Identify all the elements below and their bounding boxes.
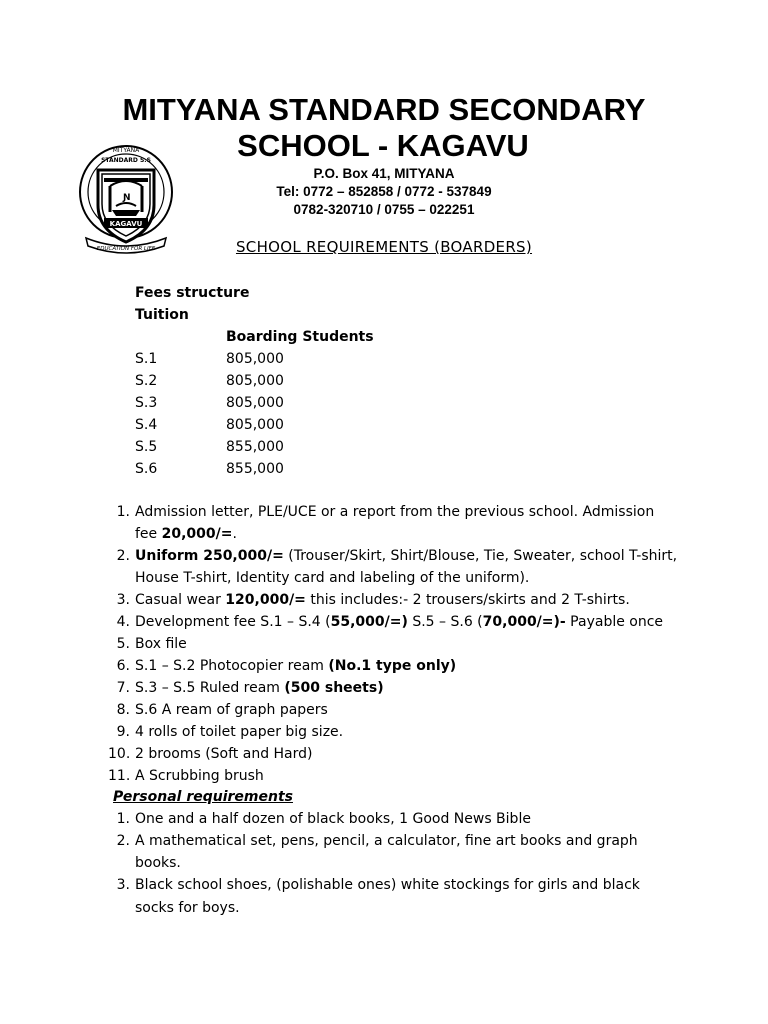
requirement-item-11: A Scrubbing brush [135, 768, 264, 784]
document-subtitle: SCHOOL REQUIREMENTS (BOARDERS) [235, 238, 533, 256]
personal-item-3-cont: socks for boys. [135, 900, 240, 916]
requirement-item-8: S.6 A ream of graph papers [135, 702, 328, 718]
fee-amount: 805,000 [226, 373, 284, 389]
requirement-item-6: S.1 – S.2 Photocopier ream (No.1 type only) [135, 658, 457, 674]
personal-item-1: One and a half dozen of black books, 1 Good News Bible [135, 811, 531, 827]
list-number: 9. [116, 724, 130, 740]
list-number: 3. [116, 592, 130, 608]
requirement-item-7: S.3 – S.5 Ruled ream (500 sheets) [135, 680, 384, 696]
fee-amount: 805,000 [226, 395, 284, 411]
school-phone-line2: 0782-320710 / 0755 – 022251 [293, 202, 475, 217]
list-number: 8. [116, 702, 130, 718]
fee-class: S.6 [135, 461, 158, 477]
requirement-item-1-cont: fee 20,000/=. [135, 526, 237, 542]
personal-item-3: Black school shoes, (polishable ones) white stockings for girls and black [135, 877, 640, 893]
requirement-item-3: Casual wear 120,000/= this includes:- 2 trousers/skirts and 2 T-shirts. [135, 592, 630, 608]
crest-top-text: MITYANA [112, 147, 140, 154]
school-name-line1: MITYANA STANDARD SECONDARY [122, 92, 646, 127]
requirement-item-5: Box file [135, 636, 187, 652]
list-number: 1. [116, 504, 130, 520]
school-address: P.O. Box 41, MITYANA [313, 166, 455, 181]
tuition-label: Tuition [135, 307, 189, 323]
fee-amount: 805,000 [226, 351, 284, 367]
list-number: 11. [108, 768, 131, 784]
fees-column-header: Boarding Students [226, 329, 374, 345]
crest-middle-text: STANDARD S.S [101, 157, 151, 164]
fee-class: S.1 [135, 351, 158, 367]
personal-requirements-heading: Personal requirements [113, 789, 293, 805]
list-number: 5. [116, 636, 130, 652]
school-phone-line1: Tel: 0772 – 852858 / 0772 - 537849 [276, 184, 492, 199]
requirement-item-10: 2 brooms (Soft and Hard) [135, 746, 313, 762]
fees-heading: Fees structure [135, 285, 250, 301]
list-number: 1. [116, 811, 130, 827]
list-number: 2. [116, 548, 130, 564]
requirement-item-9: 4 rolls of toilet paper big size. [135, 724, 344, 740]
svg-text:Ɲ: Ɲ [123, 193, 131, 203]
requirement-item-2-cont: House T-shirt, Identity card and labeling of the uniform). [135, 570, 530, 586]
list-number: 3. [116, 877, 130, 893]
list-number: 7. [116, 680, 130, 696]
fee-class: S.5 [135, 439, 158, 455]
crest-name-text: KAGAVU [109, 220, 143, 228]
personal-item-2-cont: books. [135, 855, 181, 871]
fee-amount: 855,000 [226, 461, 284, 477]
school-name-line2: SCHOOL - KAGAVU [237, 128, 529, 163]
list-number: 4. [116, 614, 130, 630]
fee-class: S.3 [135, 395, 158, 411]
fee-class: S.2 [135, 373, 158, 389]
fee-class: S.4 [135, 417, 158, 433]
fee-amount: 805,000 [226, 417, 284, 433]
requirement-item-2: Uniform 250,000/= (Trouser/Skirt, Shirt/Blouse, Tie, Sweater, school T-shirt, [135, 548, 678, 564]
fee-amount: 855,000 [226, 439, 284, 455]
list-number: 10. [108, 746, 131, 762]
requirement-item-4: Development fee S.1 – S.4 (55,000/=) S.5 – S.6 (70,000/=)- Payable once [135, 614, 664, 630]
personal-item-2: A mathematical set, pens, pencil, a calculator, fine art books and graph [135, 833, 638, 849]
requirement-item-1: Admission letter, PLE/UCE or a report from the previous school. Admission [135, 504, 655, 520]
list-number: 2. [116, 833, 130, 849]
crest-motto-text: EDUCATION FOR LIFE [96, 246, 156, 252]
list-number: 6. [116, 658, 130, 674]
